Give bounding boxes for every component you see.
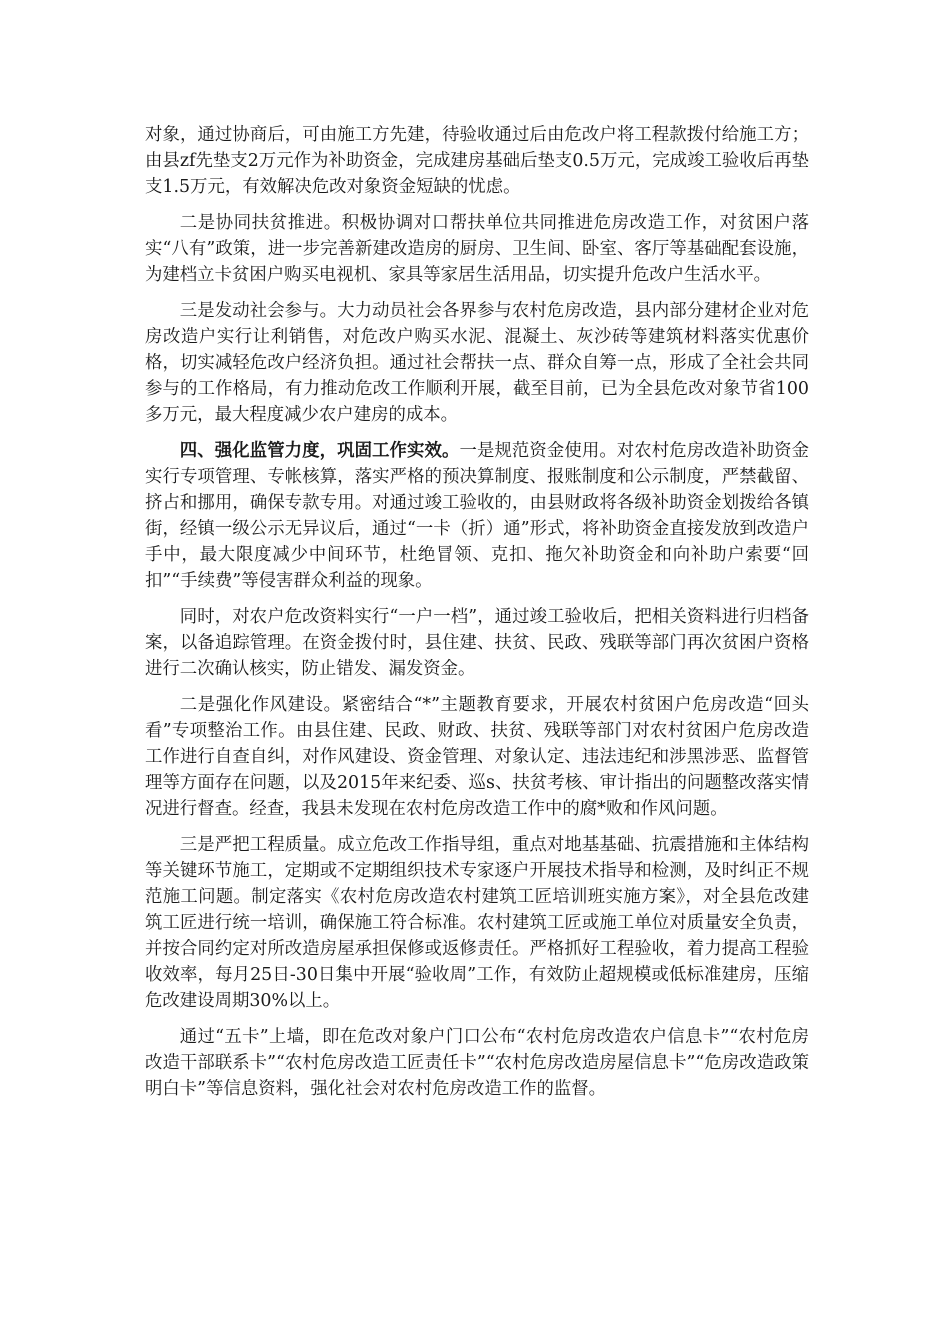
paragraph-2	[145, 210, 809, 288]
paragraph-6	[145, 692, 809, 822]
paragraph-text: 二是强化作风建设。紧密结合“*”主题教育要求，开展农村贫困户危房改造“回头看”专项整治工作。由县住建、民政、财政、扶贫、残联等部门对农村贫困户危房改造工作进行自查自纠，对作风建设、资金管理、对象认定、违法违纪和涉黑涉恶、监督管理等方面存在问题，以及2015年来纪委、巡s、扶贫考核、审计指出的问题整改落实情况进行督查。经查，我县未发现在农村危房改造工作中的腐*败和作风问题。	[145, 695, 809, 819]
paragraph-text: 对象，通过协商后，可由施工方先建，待验收通过后由危改户将工程款拨付给施工方；由县zf先垫支2万元作为补助资金，完成建房基础后垫支0.5万元，完成竣工验收后再垫支1.5万元，有效解决危改对象资金短缺的忧虑。	[145, 125, 809, 197]
paragraph-5	[145, 604, 809, 682]
paragraph-text: 通过“五卡”上墙，即在危改对象户门口公布“农村危房改造农户信息卡”“农村危房改造干部联系卡”“农村危房改造工匠责任卡”“农村危房改造房屋信息卡”“危房改造政策明白卡”等信息资料，强化社会对农村危房改造工作的监督。	[145, 1027, 809, 1099]
paragraph-4	[145, 438, 809, 594]
paragraph-1	[145, 122, 809, 200]
paragraph-7	[145, 832, 809, 1014]
paragraph-text: 一是规范资金使用。对农村危房改造补助资金实行专项管理、专帐核算，落实严格的预决算制度、报账制度和公示制度，严禁截留、挤占和挪用，确保专款专用。对通过竣工验收的，由县财政将各级补助资金划拨给各镇街，经镇一级公示无异议后，通过“一卡（折）通”形式，将补助资金直接发放到改造户手中，最大限度减少中间环节，杜绝冒领、克扣、拖欠补助资金和向补助户索要“回扣”“手续费”等侵害群众利益的现象。	[145, 441, 809, 591]
paragraph-8	[145, 1024, 809, 1102]
paragraph-text: 同时，对农户危改资料实行“一户一档”，通过竣工验收后，把相关资料进行归档备案，以备追踪管理。在资金拨付时，县住建、扶贫、民政、残联等部门再次贫困户资格进行二次确认核实，防止错发、漏发资金。	[145, 607, 809, 679]
section-heading: 四、强化监管力度，巩固工作实效。	[179, 441, 460, 461]
paragraph-3	[145, 298, 809, 428]
paragraph-text: 三是严把工程质量。成立危改工作指导组，重点对地基基础、抗震措施和主体结构等关键环节施工，定期或不定期组织技术专家逐户开展技术指导和检测，及时纠正不规范施工问题。制定落实《农村危房改造农村建筑工匠培训班实施方案》，对全县危改建筑工匠进行统一培训，确保施工符合标准。农村建筑工匠或施工单位对质量安全负责，并按合同约定对所改造房屋承担保修或返修责任。严格抓好工程验收，着力提高工程验收效率，每月25日-30日集中开展“验收周”工作，有效防止超规模或低标准建房，压缩危改建设周期30%以上。	[145, 835, 809, 1011]
paragraph-text: 三是发动社会参与。大力动员社会各界参与农村危房改造，县内部分建材企业对危房改造户实行让利销售，对危改户购买水泥、混凝土、灰沙砖等建筑材料落实优惠价格，切实减轻危改户经济负担。通过社会帮扶一点、群众自筹一点，形成了全社会共同参与的工作格局，有力推动危改工作顺利开展，截至目前，已为全县危改对象节省100多万元，最大程度减少农户建房的成本。	[145, 301, 809, 425]
document-page	[145, 122, 809, 1112]
paragraph-text: 二是协同扶贫推进。积极协调对口帮扶单位共同推进危房改造工作，对贫困户落实“八有”政策，进一步完善新建改造房的厨房、卫生间、卧室、客厅等基础配套设施，为建档立卡贫困户购买电视机、家具等家居生活用品，切实提升危改户生活水平。	[145, 213, 809, 285]
